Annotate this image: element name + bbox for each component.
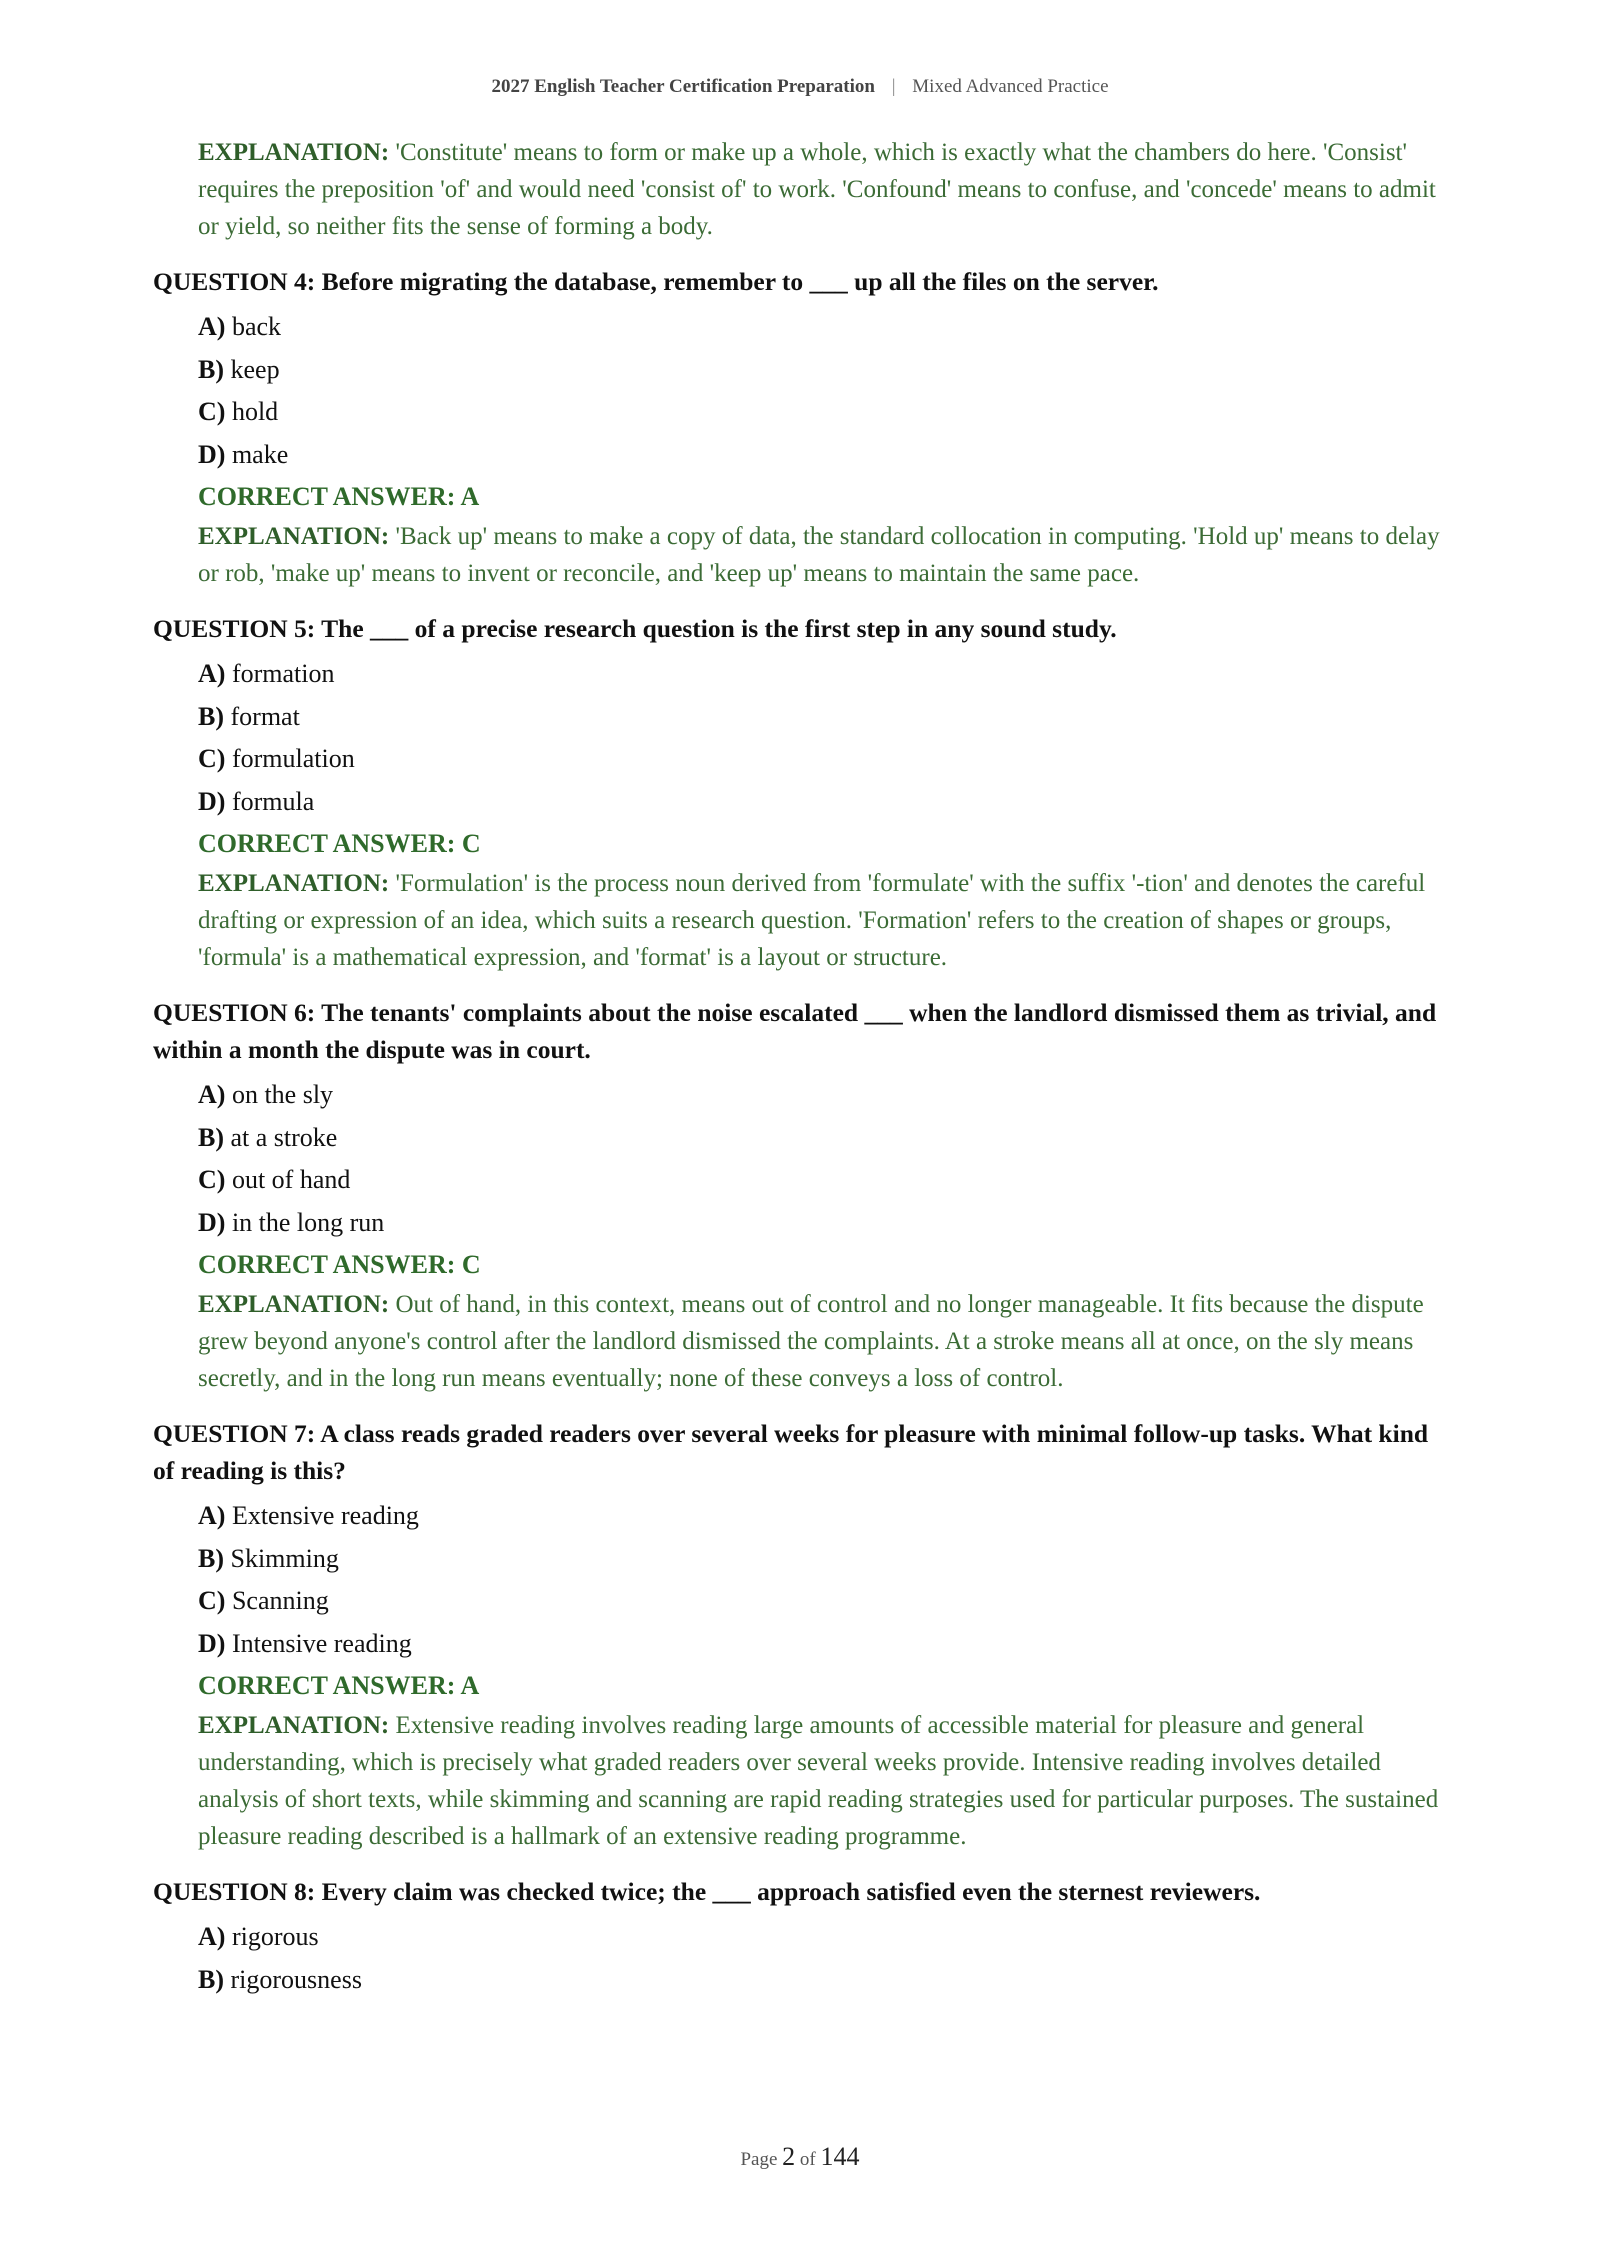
option-text: Intensive reading xyxy=(225,1628,412,1658)
question-6 xyxy=(153,994,1453,1397)
option-letter: C) xyxy=(198,1586,226,1615)
option-d xyxy=(198,1623,1453,1666)
correct-answer: CORRECT ANSWER: C xyxy=(198,1250,481,1279)
question-prompt: QUESTION 5: The ___ of a precise research question is the first step in any sound study. xyxy=(153,614,1117,643)
footer-total-pages: 144 xyxy=(820,2142,860,2171)
header-subtitle: Mixed Advanced Practice xyxy=(912,76,1109,97)
footer-of-word: of xyxy=(799,2149,816,2170)
option-d xyxy=(198,1202,1453,1245)
explanation-text: Out of hand, in this context, means out of control and no longer manageable. It fits because the dispute grew beyond anyone's control after the landlord dismissed the complaints. At a stroke means all at once, on the sly means secretly, and in the long run means eventually; none of these conveys a loss of control. xyxy=(198,1291,1424,1392)
header-title: 2027 English Teacher Certification Preparation xyxy=(491,76,875,97)
option-text: Skimming xyxy=(224,1543,339,1573)
question-prompt: QUESTION 4: Before migrating the database, remember to ___ up all the files on the server. xyxy=(153,267,1159,296)
option-a xyxy=(198,1074,1453,1117)
option-b xyxy=(198,1117,1453,1160)
explanation-text: 'Back up' means to make a copy of data, the standard collocation in computing. 'Hold up' means to delay or rob, 'make up' means to invent or reconcile, and 'keep up' means to maintain the same pace. xyxy=(198,523,1440,587)
option-b xyxy=(198,349,1453,392)
question-7 xyxy=(153,1415,1453,1855)
option-letter: D) xyxy=(198,1207,226,1237)
explanation-text: 'Formulation' is the process noun derived from 'formulate' with the suffix '-tion' and denotes the careful drafting or expression of an idea, which suits a research question. 'Formation' refers to the creation of shapes or groups, 'formula' is a mathematical expression, and 'format' is a layout or structure. xyxy=(198,870,1426,971)
option-letter: C) xyxy=(198,744,226,773)
question-explanation xyxy=(198,1286,1453,1397)
option-text: rigorousness xyxy=(224,1964,362,1994)
option-letter: A) xyxy=(198,659,226,688)
page-header xyxy=(0,76,1600,98)
option-letter: A) xyxy=(198,1922,226,1951)
question-prompt: QUESTION 7: A class reads graded readers over several weeks for pleasure with minimal follow-up tasks. What kind of reading is this? xyxy=(153,1419,1429,1485)
explanation-text: 'Constitute' means to form or make up a whole, which is exactly what the chambers do here. 'Consist' requires the preposition 'of' and would need 'consist of' to work. 'Confound' means to confuse, and 'concede' means to admit or yield, so neither fits the sense of forming a body. xyxy=(198,139,1436,240)
explanation-label: EXPLANATION: xyxy=(198,139,390,166)
option-letter: D) xyxy=(198,439,226,469)
option-letter: B) xyxy=(198,354,224,384)
option-c xyxy=(198,1580,1453,1623)
option-letter: B) xyxy=(198,1964,224,1994)
correct-answer: CORRECT ANSWER: C xyxy=(198,829,481,858)
option-letter: B) xyxy=(198,701,224,731)
footer-page-word: Page xyxy=(740,2149,778,2170)
option-text: formula xyxy=(225,786,315,816)
option-text: on the sly xyxy=(225,1080,334,1109)
correct-answer: CORRECT ANSWER: A xyxy=(198,482,480,511)
carryover-explanation xyxy=(198,134,1453,245)
explanation-label: EXPLANATION: xyxy=(198,870,390,897)
option-letter: C) xyxy=(198,1165,226,1194)
option-d xyxy=(198,434,1453,477)
option-a xyxy=(198,1916,1453,1959)
explanation-label: EXPLANATION: xyxy=(198,523,390,550)
question-5 xyxy=(153,610,1453,976)
option-d xyxy=(198,781,1453,824)
option-text: at a stroke xyxy=(224,1122,338,1152)
option-text: Scanning xyxy=(225,1586,329,1615)
question-4 xyxy=(153,263,1453,592)
page-content xyxy=(153,134,1453,2019)
option-letter: C) xyxy=(198,397,226,426)
question-8 xyxy=(153,1873,1453,2001)
footer-page-number: 2 xyxy=(782,2142,796,2171)
option-text: Extensive reading xyxy=(225,1501,419,1530)
option-text: back xyxy=(225,312,282,341)
option-letter: D) xyxy=(198,786,226,816)
option-letter: B) xyxy=(198,1122,224,1152)
option-b xyxy=(198,1538,1453,1581)
option-a xyxy=(198,653,1453,696)
question-explanation xyxy=(198,518,1453,592)
question-prompt: QUESTION 8: Every claim was checked twice; the ___ approach satisfied even the sternest reviewers. xyxy=(153,1877,1261,1906)
page-footer xyxy=(0,2142,1600,2172)
explanation-label: EXPLANATION: xyxy=(198,1291,390,1318)
option-b xyxy=(198,1959,1453,2002)
option-letter: A) xyxy=(198,312,226,341)
option-text: formation xyxy=(225,659,335,688)
option-text: rigorous xyxy=(225,1922,319,1951)
option-c xyxy=(198,738,1453,781)
option-text: keep xyxy=(224,354,280,384)
question-explanation xyxy=(198,865,1453,976)
option-a xyxy=(198,1495,1453,1538)
option-text: in the long run xyxy=(225,1207,385,1237)
option-text: formulation xyxy=(225,744,355,773)
question-explanation xyxy=(198,1707,1453,1855)
question-prompt: QUESTION 6: The tenants' complaints about the noise escalated ___ when the landlord dismissed them as trivial, and within a month the dispute was in court. xyxy=(153,998,1437,1064)
option-a xyxy=(198,306,1453,349)
option-text: hold xyxy=(225,397,279,426)
option-letter: B) xyxy=(198,1543,224,1573)
explanation-label: EXPLANATION: xyxy=(198,1712,390,1739)
option-letter: D) xyxy=(198,1628,226,1658)
option-text: format xyxy=(224,701,300,731)
explanation-text: Extensive reading involves reading large amounts of accessible material for pleasure and general understanding, which is precisely what graded readers over several weeks provide. Intensive reading involves detailed analysis of short texts, while skimming and scanning are rapid reading strategies used for particular purposes. The sustained pleasure reading described is a hallmark of an extensive reading programme. xyxy=(198,1712,1439,1850)
correct-answer: CORRECT ANSWER: A xyxy=(198,1671,480,1700)
option-b xyxy=(198,696,1453,739)
option-text: out of hand xyxy=(225,1165,351,1194)
option-text: make xyxy=(225,439,289,469)
option-c xyxy=(198,1159,1453,1202)
option-letter: A) xyxy=(198,1080,226,1109)
option-letter: A) xyxy=(198,1501,226,1530)
header-separator: | xyxy=(891,76,896,97)
option-c xyxy=(198,391,1453,434)
